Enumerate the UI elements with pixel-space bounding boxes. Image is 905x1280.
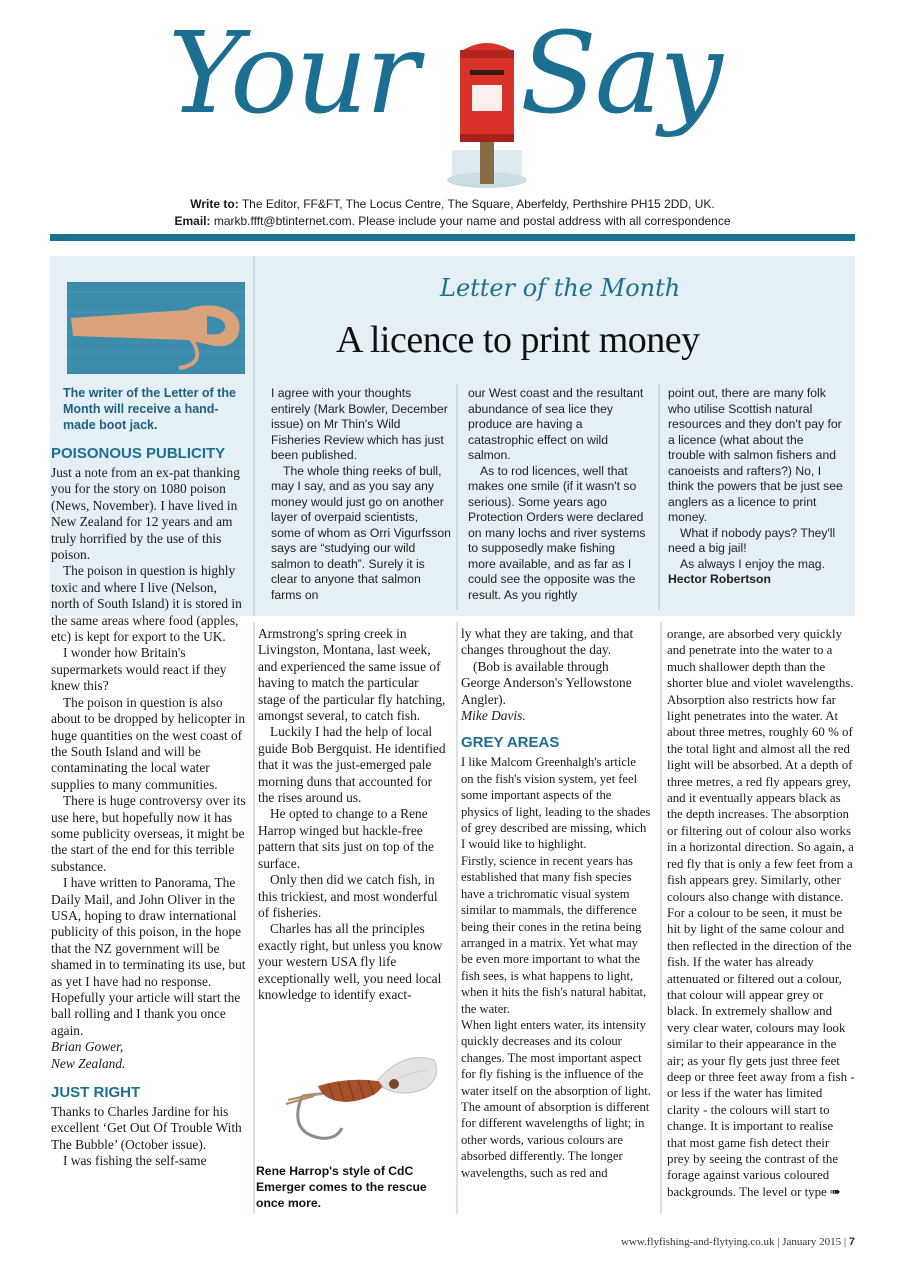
letter-column-3 (668, 386, 843, 588)
justright-heading: JUST RIGHT (51, 1084, 141, 1102)
page-footer (560, 1236, 855, 1248)
letter-paragraph: our West coast and the resultant abundance of sea lice they produce are having a catastrophic effect on wild salmon. (468, 386, 644, 462)
continue-arrow-icon: ➠ (830, 1184, 841, 1200)
boot-jack-photo (67, 282, 245, 374)
letter-signature: Hector Robertson (668, 572, 771, 586)
letter-paragraph: As to rod licences, well that makes one smile (if it wasn't so serious). Some years ago Protection Orders were declared on many lochs and river systems to supposedly make fishing more available, and as far as I could see the opposite was the result. As you rightly (468, 463, 646, 602)
masthead-word-say: Say (520, 9, 721, 139)
letter-title: A licence to print money (336, 319, 700, 361)
grey-paragraph: When light enters water, its intensity quickly decreases and its colour changes. The most important aspect for fly fishing is the influence of the water itself on the absorption of light. The amount of absorption is different for different wavelengths of light; in other words, various colours are absorbed differently. The longer wavelengths, such as red and (461, 1017, 651, 1180)
masthead (0, 0, 905, 200)
justright-paragraph: (Bob is available through George Anderson's Yellowstone Angler). (461, 658, 632, 707)
contact-info (0, 196, 905, 230)
justright-paragraph: ly what they are taking, and that changes throughout the day. (461, 626, 634, 658)
letter-paragraph: The whole thing reeks of bull, may I say, and as you say any money would just go on another layer of overpaid scientists, some of whom as Orri Vigurfsson says are “studying our wild salmon to death”. Surely it is clear to anyone that salmon farms on (271, 463, 451, 602)
column-4 (667, 626, 855, 1201)
letter-prize-caption: The writer of the Letter of the Month will receive a hand-made boot jack. (63, 386, 236, 432)
letter-column-2 (468, 386, 646, 603)
justright-paragraph: Luckily I had the help of local guide Bob Bergquist. He identified that it was the just-emerged pale morning duns that accounted for the rises around us. (258, 724, 446, 806)
letter-paragraph: I agree with your thoughts entirely (Mark Bowler, December issue) on Mr Thin's Wild Fisheries Review which has just been published. (271, 386, 448, 462)
poisonous-paragraph: I wonder how Britain's supermarkets would react if they knew this? (51, 645, 227, 694)
poisonous-paragraph: The poison in question is highly toxic and where I live (Nelson, north of South Island) it is stored in the same areas where food (apples, etc) is kept for export to the UK. (51, 563, 242, 645)
poisonous-paragraph: Just a note from an ex-pat thanking you for the story on 1080 poison (News, November). I have lived in New Zealand for 12 years and am truly horrified by the use of this poison. (51, 465, 240, 563)
email-address[interactable]: markb.ffft@btinternet.com. Please include your name and postal address with all correspondence (213, 214, 731, 228)
justright-paragraph: He opted to change to a Rene Harrop winged but hackle-free pattern that sits just on top of the surface. (258, 806, 434, 871)
poisonous-paragraph: I have written to Panorama, The Daily Mail, and John Oliver in the USA, hoping to draw international publicity of this poison, in the hope that the NZ government will be shamed in to terminating its use, but as yet I have had no response. Hopefully your article will start the ball rolling and I thank you once again. (51, 875, 246, 1038)
justright-signature: Mike Davis. (461, 708, 526, 724)
grey-paragraph (667, 626, 855, 1201)
masthead-word-your: Your (168, 9, 418, 139)
poisonous-heading: POISONOUS PUBLICITY (51, 445, 226, 462)
grey-paragraph: Firstly, science in recent years has established that many fish species have a trichromatic visual system similar to mammals, the difference being their cones in the retina being arranged in a matrix. Yet what may be even more important to what the fish sees, is what happens to light, when it hits the fish's natural habitat, the water. (461, 853, 647, 1016)
footer-url[interactable]: www.flyfishing-and-flytying.co.uk | January 2015 | (620, 1236, 847, 1248)
letter-column-1 (271, 386, 451, 603)
grey-continued-text: orange, are absorbed very quickly and penetrate into the water to a much shallower depth than the shorter blue and violet wavelengths. Absorption also restricts how far light penetrates into the water. At about three metres, roughly 60 % of the total light and almost all the red light will be absorbed. At a depth of three metres, a red fly appears grey, and it eventually appears black as the depth increases. The absorption or filtering out of colour also works in a horizontal direction. So again, a red fly that is only a few feet from a fish appears grey. Similarly, other colours also change with distance. For a colour to be seen, it must be hit by light of the same colour and then reflected in the direction of the fish. If the water has already attenuated or filtered out a colour, that colour will appear grey or black. In extremely shallow and very clear water, colours may look similar to their appearance in the air; as your fly gets just three feet deep or three feet away from a fish - or less if the water has limited clarity - the colours will start to change. It is important to realise that most game fish detect their prey by seeing the contrast of the forage against various coloured backgrounds. The level or type (667, 627, 855, 1199)
justright-paragraph: Only then did we catch fish, in this trickiest, and most wonderful of fisheries. (258, 872, 438, 920)
poisonous-paragraph: There is huge controversy over its use here, but hopefully now it has some publicity overseas, it might be the start of the end for this terrible substance. (51, 793, 246, 874)
justright-paragraph: Thanks to Charles Jardine for his excellent ‘Get Out Of Trouble With The Bubble’ (October issue). (51, 1104, 242, 1152)
letter-paragraph: As always I enjoy the mag. (680, 556, 825, 571)
poisonous-sign-place: New Zealand. (51, 1055, 126, 1071)
write-to-label: Write to: (190, 197, 239, 211)
fly-photo-caption: Rene Harrop's style of CdC Emerger comes to the rescue once more. (256, 1164, 427, 1210)
write-to-address: The Editor, FF&FT, The Locus Centre, The Square, Aberfeldy, Perthshire PH15 2DD, UK. (241, 197, 715, 211)
justright-paragraph: Armstrong's spring creek in Livingston, Montana, last week, and experienced the same issue of having to match the particular stage of the particular fly hatching, amongst several, to catch fish. (258, 626, 446, 724)
justright-paragraph: I was fishing the self-same (63, 1153, 207, 1169)
letter-paragraph: point out, there are many folk who utilise Scottish natural resources and they don't pay for a licence (what about the trouble with salmon fishers and canoeists and rafters?) No, I think the powers that be just see anglers as a licence to print money. (668, 386, 843, 524)
poisonous-paragraph: The poison in question is also about to be dropped by helicopter in huge quantities on the west coast of the South Island and will be contaminating the local water supplies to many communities. (51, 694, 246, 792)
cdc-emerger-fly-photo (258, 1040, 448, 1148)
poisonous-sign-name: Brian Gower, (51, 1039, 124, 1055)
justright-paragraph: Charles has all the principles exactly right, but unless you know your western USA fly life exceptionally well, you need local knowledge to identify exact- (258, 921, 443, 1002)
postbox-illustration (446, 30, 528, 190)
column-2 (258, 626, 448, 1003)
letter-paragraph: What if nobody pays? They'll need a big jail! (668, 525, 836, 555)
page-number: 7 (848, 1236, 855, 1248)
email-label: Email: (174, 214, 211, 228)
column-3 (461, 626, 651, 1181)
grey-paragraph: I like Malcom Greenhalgh's article on the fish's vision system, yet feel some important aspects of the physics of light, leading to the shades of grey described are missing, which I would like to highlight. (461, 755, 651, 852)
column-1 (51, 445, 247, 1170)
grey-areas-heading: GREY AREAS (461, 734, 560, 752)
header-rule (50, 234, 855, 241)
letter-of-month-label: Letter of the Month (440, 274, 681, 302)
